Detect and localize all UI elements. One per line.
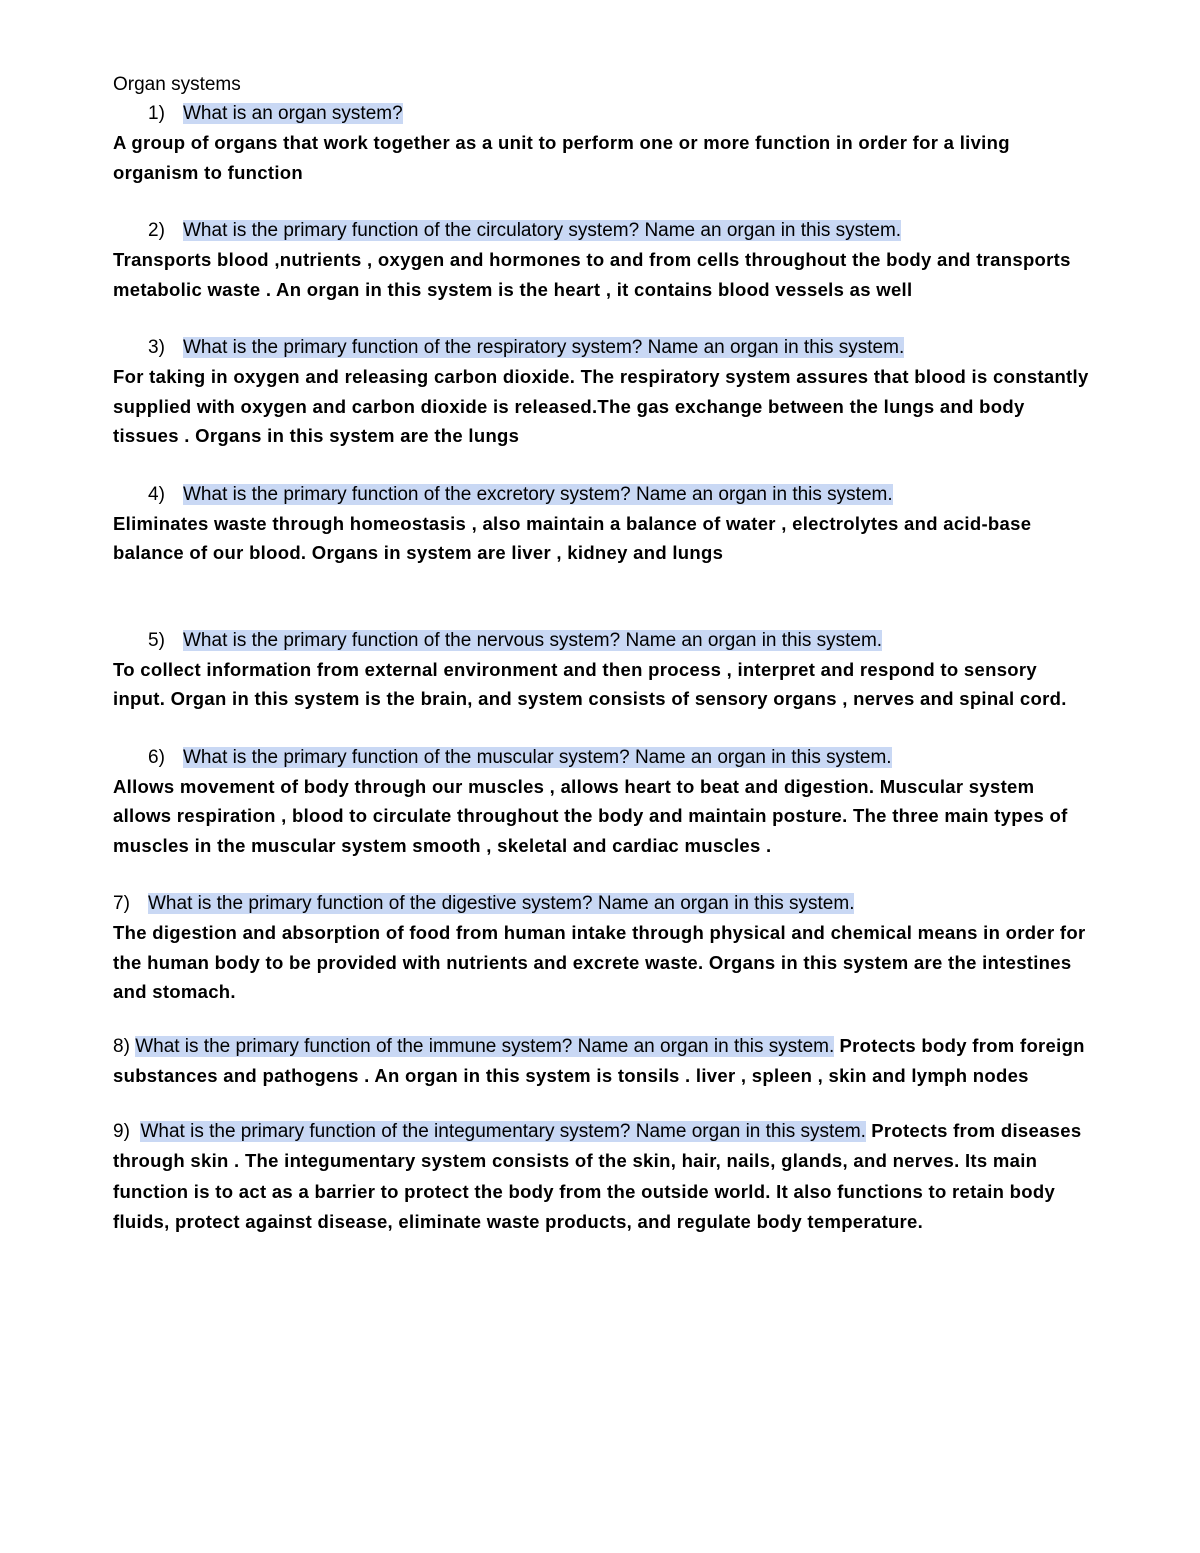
question-number: 4)	[148, 483, 165, 505]
question-text: What is the primary function of the integumentary system? Name organ in this system.	[140, 1120, 866, 1142]
answer-9: Protects from diseases through skin . The integumentary system consists of the skin, hair, nails, glands, and nerves. Its main function is to act as a barrier to protect the body from the outside world. It also functions to retain body fluids, protect against disease, eliminate waste products, and regulate body temperature.	[113, 1119, 1082, 1232]
question-number: 1)	[148, 103, 165, 124]
question-text: What is the primary function of the muscular system? Name an organ in this system.	[183, 746, 892, 768]
answer-7: The digestion and absorption of food from human intake through physical and chemical means in order for the human body to be provided with nutrients and excrete waste. Organs in this system are the intestines and stomach.	[113, 922, 1086, 1002]
question-text: What is the primary function of the circulatory system? Name an organ in this system.	[183, 220, 902, 241]
answer-2: Transports blood ,nutrients , oxygen and hormones to and from cells throughout the body and transports metabolic waste . An organ in this system is the heart , it contains blood vessels as well	[113, 249, 1071, 300]
question-text: What is the primary function of the excretory system? Name an organ in this system.	[183, 483, 893, 505]
document-title: Organ systems	[113, 74, 241, 95]
question-6	[113, 743, 1093, 772]
answer-5: To collect information from external environment and then process , interpret and respond to sensory input. Organ in this system is the brain, and system consists of sensory organs , nerves and spinal cord.	[113, 658, 1067, 709]
answer-1: A group of organs that work together as a unit to perform one or more function in order for a living organism to function	[113, 132, 1010, 183]
question-text: What is the primary function of the respiratory system? Name an organ in this system.	[183, 337, 905, 358]
question-text: What is the primary function of the nervous system? Name an organ in this system.	[183, 629, 883, 651]
question-1	[113, 99, 1093, 128]
question-7	[113, 889, 1093, 918]
question-text: What is an organ system?	[183, 103, 403, 124]
question-3	[113, 333, 1093, 362]
question-8	[113, 1031, 1093, 1092]
question-5	[113, 626, 1093, 655]
answer-3: For taking in oxygen and releasing carbon dioxide. The respiratory system assures that blood is constantly supplied with oxygen and carbon dioxide is released.The gas exchange between the lungs and body tissues . Organs in this system are the lungs	[113, 366, 1089, 446]
question-number: 9)	[113, 1120, 130, 1142]
question-9	[113, 1116, 1093, 1238]
question-2	[113, 216, 1093, 245]
question-number: 2)	[148, 220, 165, 241]
question-text: What is the primary function of the digestive system? Name an organ in this system.	[148, 893, 855, 914]
question-number: 8)	[113, 1035, 130, 1057]
question-4	[113, 480, 1093, 509]
question-number: 3)	[148, 337, 165, 358]
question-number: 7)	[113, 893, 130, 914]
answer-4: Eliminates waste through homeostasis , also maintain a balance of water , electrolytes and acid-base balance of our blood. Organs in system are liver , kidney and lungs	[113, 512, 1032, 563]
question-number: 5)	[148, 629, 165, 651]
answer-8: Protects body from foreign substances and pathogens . An organ in this system is tonsils . liver , spleen , skin and lymph nodes	[113, 1034, 1085, 1086]
answer-6: Allows movement of body through our muscles , allows heart to beat and digestion. Muscular system allows respiration , blood to circulate throughout the body and maintain posture. The three main types of muscles in the muscular system smooth , skeletal and cardiac muscles .	[113, 775, 1068, 856]
question-number: 6)	[148, 746, 165, 768]
question-text: What is the primary function of the immune system? Name an organ in this system.	[135, 1035, 835, 1057]
document-page	[113, 70, 1093, 1238]
